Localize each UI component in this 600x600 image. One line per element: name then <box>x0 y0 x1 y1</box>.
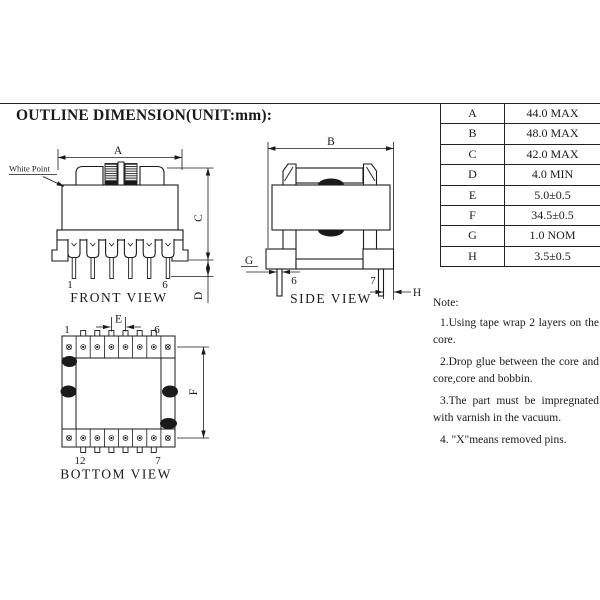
table-key: D <box>441 165 505 184</box>
front-view <box>9 145 214 305</box>
winding-bulge-bottom <box>318 230 344 237</box>
table-key: G <box>441 226 505 245</box>
side-view-label: SIDE VIEW <box>290 291 372 306</box>
front-pin1-label: 1 <box>67 279 73 291</box>
bottom-view-label: BOTTOM VIEW <box>60 466 172 482</box>
bottom-bottom-pin-tabs <box>81 447 157 453</box>
table-key: A <box>441 104 505 123</box>
side-right-clip <box>364 164 377 185</box>
bottom-pin12-label: 12 <box>74 455 86 467</box>
dim-g-label: G <box>244 255 254 267</box>
table-key: B <box>441 124 505 143</box>
side-pin-6 <box>277 269 282 296</box>
front-right-shoulder <box>140 167 164 186</box>
note-item: 3.The part must be impregnated with varnish in the vacuum. <box>433 395 599 424</box>
side-left-foot <box>266 249 296 269</box>
side-left-clip <box>283 164 296 185</box>
table-value: 42.0 MAX <box>526 146 579 161</box>
white-point-arrow <box>43 177 64 187</box>
dim-b-label: B <box>327 136 335 148</box>
table-key: C <box>441 145 505 164</box>
coil-base-right <box>125 181 137 185</box>
bottom-view <box>60 314 209 482</box>
dim-d-label: D <box>193 291 205 301</box>
note-item: 4. "X"means removed pins. <box>440 434 567 446</box>
table-value: 3.5±0.5 <box>534 248 571 263</box>
bottom-top-pin-tabs <box>81 331 157 337</box>
page-title: OUTLINE DIMENSION(UNIT:mm): <box>16 107 273 124</box>
table-value: 5.0±0.5 <box>534 187 571 202</box>
dim-f-label: F <box>188 388 200 396</box>
table-value: 34.5±0.5 <box>531 207 574 222</box>
center-leg <box>118 162 124 185</box>
front-pins <box>68 239 174 279</box>
notes-heading: Note: <box>433 297 459 309</box>
coil-base-left <box>105 181 117 185</box>
dim-a-label: A <box>113 145 123 157</box>
bottom-pin1-label: 1 <box>64 324 70 336</box>
table-value: 48.0 MAX <box>526 126 579 141</box>
table-value: 4.0 MIN <box>531 167 574 182</box>
note-item: 2.Drop glue between the core and core,core and bobbin. <box>433 356 599 385</box>
side-core <box>272 185 390 230</box>
front-view-label: FRONT VIEW <box>70 290 168 305</box>
table-key: F <box>441 206 505 225</box>
dim-e-label: E <box>114 313 123 326</box>
table-key: H <box>441 247 505 266</box>
bottom-side-rails <box>62 358 175 429</box>
dim-h-label: H <box>412 287 422 299</box>
dim-c-label: C <box>193 214 205 222</box>
side-pin6-label: 6 <box>291 275 297 287</box>
side-pin7-label: 7 <box>370 275 376 287</box>
side-base-plate <box>296 259 363 269</box>
front-left-wall <box>52 240 68 261</box>
bottom-pin7-label: 7 <box>155 455 161 467</box>
side-view <box>241 136 421 306</box>
front-body <box>62 185 178 230</box>
table-key: E <box>441 186 505 205</box>
dim-h <box>370 285 411 299</box>
front-pin6-label: 6 <box>162 279 168 291</box>
note-item: 1.Using tape wrap 2 layers on the core. <box>433 317 599 346</box>
front-flange <box>57 230 183 240</box>
table-value: 44.0 MAX <box>526 106 579 120</box>
side-right-foot <box>363 249 394 269</box>
glue-dots <box>61 356 179 429</box>
white-point-label: White Point <box>9 163 50 174</box>
bottom-pin6-label: 6 <box>154 324 160 336</box>
table-value: 1.0 NOM <box>529 228 576 243</box>
front-left-shoulder <box>76 167 103 186</box>
